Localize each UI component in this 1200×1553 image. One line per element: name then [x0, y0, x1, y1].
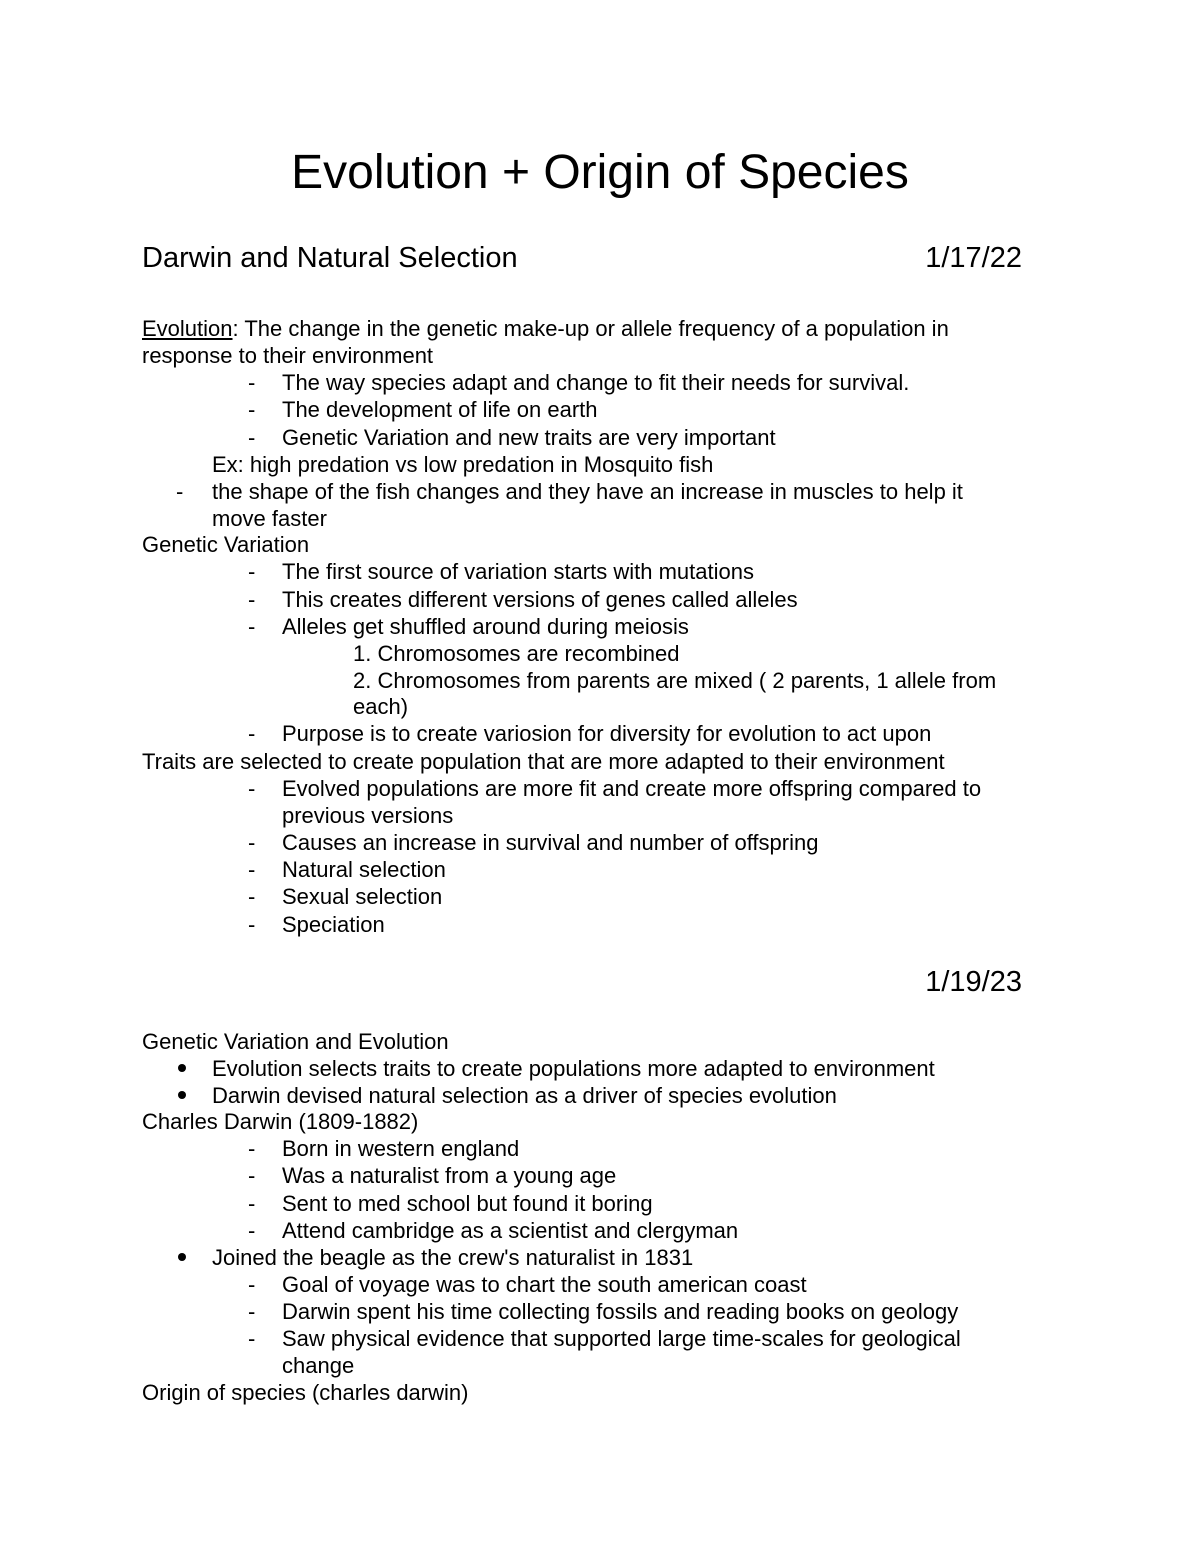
dash-marker: - [248, 370, 256, 395]
section-heading-darwin: Darwin and Natural Selection [142, 242, 518, 274]
list-item: Purpose is to create variosion for diversity for evolution to act upon [282, 721, 932, 746]
list-item: Alleles get shuffled around during meiosis [282, 614, 689, 639]
dash-marker: - [248, 1299, 256, 1324]
dash-marker: - [248, 614, 256, 639]
definition-continuation: response to their environment [142, 343, 434, 368]
list-item: Evolved populations are more fit and create more offspring compared to [282, 776, 982, 801]
dash-marker: - [248, 721, 256, 746]
definition-line [142, 315, 949, 342]
list-item: Darwin devised natural selection as a driver of species evolution [212, 1083, 837, 1108]
list-item: Causes an increase in survival and number of offspring [282, 830, 819, 855]
list-item: Speciation [282, 912, 385, 937]
dash-marker: - [248, 830, 256, 855]
dash-marker: - [248, 912, 256, 937]
dash-marker: - [176, 479, 184, 504]
list-item: Attend cambridge as a scientist and clergyman [282, 1218, 739, 1243]
date-label-1: 1/17/22 [925, 242, 1022, 274]
definition-term: Evolution [142, 316, 233, 341]
traits-heading: Traits are selected to create population that are more adapted to their environment [142, 749, 945, 774]
list-item: Sexual selection [282, 884, 443, 909]
list-item: Saw physical evidence that supported large time-scales for geological [282, 1326, 961, 1351]
darwin-heading: Charles Darwin (1809-1882) [142, 1109, 419, 1134]
list-item: This creates different versions of genes called alleles [282, 587, 798, 612]
dash-marker: - [248, 1326, 256, 1351]
dash-marker: - [248, 559, 256, 584]
bullet-dot [178, 1091, 186, 1099]
list-item: Born in western england [282, 1136, 520, 1161]
bullet-dot [178, 1253, 186, 1261]
dash-marker: - [248, 587, 256, 612]
dash-marker: - [248, 1163, 256, 1188]
origin-heading: Origin of species (charles darwin) [142, 1380, 469, 1405]
date-label-2: 1/19/23 [925, 966, 1022, 998]
list-item: The development of life on earth [282, 397, 598, 422]
list-item-continuation: previous versions [282, 803, 454, 828]
bullet-dot [178, 1064, 186, 1072]
list-item: Evolution selects traits to create populations more adapted to environment [212, 1056, 935, 1081]
definition-text: : The change in the genetic make-up or allele frequency of a population in [232, 316, 949, 341]
dash-marker: - [248, 884, 256, 909]
list-item: Darwin spent his time collecting fossils and reading books on geology [282, 1299, 959, 1324]
list-item: Natural selection [282, 857, 446, 882]
dash-marker: - [248, 1191, 256, 1216]
dash-marker: - [248, 1272, 256, 1297]
gv-evolution-heading: Genetic Variation and Evolution [142, 1029, 449, 1054]
list-item-continuation: change [282, 1353, 355, 1378]
list-item: Goal of voyage was to chart the south american coast [282, 1272, 807, 1297]
list-item: Joined the beagle as the crew's naturalist in 1831 [212, 1245, 694, 1270]
page-title: Evolution + Origin of Species [291, 146, 909, 199]
numbered-item: 2. Chromosomes from parents are mixed ( 2 parents, 1 allele from [353, 668, 997, 693]
list-item: The first source of variation starts with mutations [282, 559, 754, 584]
list-item: The way species adapt and change to fit their needs for survival. [282, 370, 910, 395]
dash-marker: - [248, 1218, 256, 1243]
dash-marker: - [248, 1136, 256, 1161]
list-item: Genetic Variation and new traits are very important [282, 425, 776, 450]
dash-marker: - [248, 397, 256, 422]
list-item-continuation: move faster [212, 506, 327, 531]
dash-marker: - [248, 857, 256, 882]
numbered-item-continuation: each) [353, 694, 409, 719]
example-line: Ex: high predation vs low predation in Mosquito fish [212, 452, 714, 477]
list-item: Was a naturalist from a young age [282, 1163, 617, 1188]
genetic-variation-heading: Genetic Variation [142, 532, 310, 557]
list-item: Sent to med school but found it boring [282, 1191, 653, 1216]
dash-marker: - [248, 776, 256, 801]
list-item: the shape of the fish changes and they have an increase in muscles to help it [212, 479, 963, 504]
numbered-item: 1. Chromosomes are recombined [353, 641, 680, 666]
dash-marker: - [248, 425, 256, 450]
